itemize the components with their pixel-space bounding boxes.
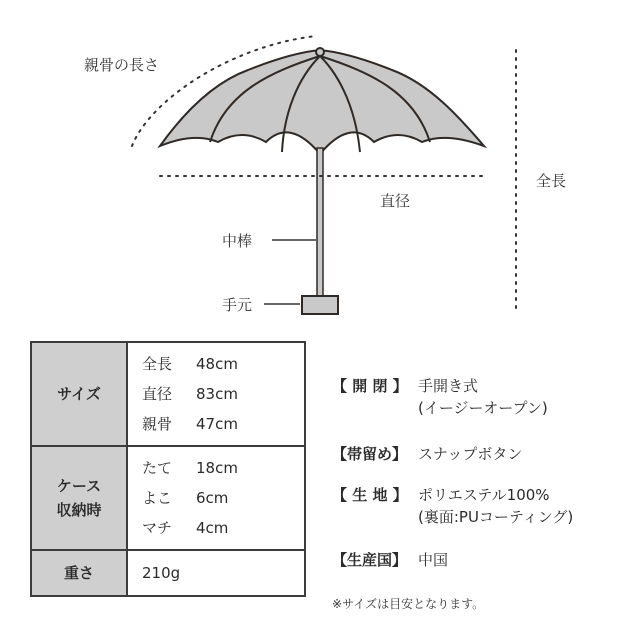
- spec-key: 全長: [142, 355, 173, 373]
- info-value: [418, 375, 548, 419]
- shaft-label: 中棒: [222, 232, 253, 250]
- info-value: [418, 443, 522, 465]
- info-value-line: ポリエステル100%: [418, 486, 550, 504]
- info-value: [418, 484, 573, 528]
- weight-header-text: 重さ: [63, 564, 94, 582]
- weight-value: 210g: [142, 564, 181, 582]
- info-value-line: 中国: [418, 551, 449, 569]
- info-value-line: (イージーオープン): [418, 399, 548, 417]
- case-values: [127, 446, 305, 550]
- spec-row: [142, 483, 304, 513]
- umbrella-tip: [316, 48, 324, 56]
- weight-header: [31, 550, 127, 596]
- size-values: [127, 342, 305, 446]
- spec-value: 4cm: [196, 519, 229, 537]
- spec-value: 48cm: [196, 355, 238, 373]
- spec-key: 直径: [142, 385, 173, 403]
- weight-values: [127, 550, 305, 596]
- case-header-line1: ケース: [56, 477, 102, 495]
- info-key: 【生産国】: [332, 551, 408, 569]
- info-key: 【 生 地 】: [332, 486, 408, 504]
- spec-value: 18cm: [196, 459, 238, 477]
- weight-section: [31, 550, 305, 596]
- info-key: 【帯留め】: [332, 445, 408, 463]
- spec-key: よこ: [142, 489, 173, 507]
- size-note: ※サイズは目安となります。: [332, 597, 485, 611]
- rib-length-label: 親骨の長さ: [84, 56, 160, 74]
- case-header-line2: 収納時: [56, 501, 102, 519]
- umbrella-handle: [302, 296, 338, 314]
- spec-table: [30, 341, 306, 597]
- size-header: [31, 342, 127, 446]
- info-value: [418, 549, 448, 571]
- info-value-line: スナップボタン: [418, 445, 523, 463]
- spec-key: 親骨: [142, 415, 173, 433]
- umbrella-canopy: [160, 50, 484, 154]
- handle-label: 手元: [222, 296, 253, 314]
- spec-row: [142, 409, 304, 439]
- info-value-line: (裏面:PUコーティング): [418, 508, 574, 526]
- spec-row: [142, 513, 304, 543]
- case-header: [31, 446, 127, 550]
- size-section: [31, 342, 305, 446]
- spec-key: たて: [142, 459, 173, 477]
- info-key: 【 開 閉 】: [332, 377, 408, 395]
- info-value-line: 手開き式: [418, 377, 479, 395]
- total-length-label: 全長: [536, 172, 567, 190]
- spec-row: [142, 379, 304, 409]
- size-header-text: サイズ: [57, 385, 101, 403]
- spec-row: [142, 453, 304, 483]
- spec-value: 83cm: [196, 385, 238, 403]
- diameter-label: 直径: [380, 192, 411, 210]
- spec-row: [142, 349, 304, 379]
- spec-value: 47cm: [196, 415, 238, 433]
- spec-key: マチ: [142, 519, 173, 537]
- case-section: [31, 446, 305, 550]
- spec-value: 6cm: [196, 489, 229, 507]
- umbrella-shaft: [317, 148, 323, 296]
